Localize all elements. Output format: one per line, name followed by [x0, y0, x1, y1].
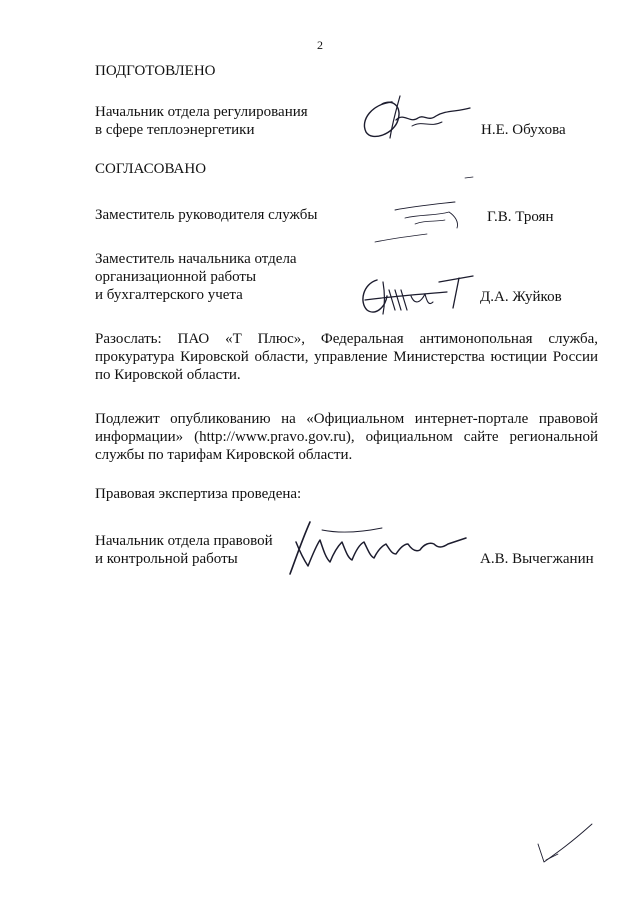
- corner-check-mark: [528, 818, 598, 870]
- prepared-role-line: Начальник отдела регулирования: [95, 104, 308, 120]
- prepared-heading: ПОДГОТОВЛЕНО: [95, 63, 216, 79]
- publication-note: Подлежит опубликованию на «Официальном интернет-портале правовой информации» (http://www.pravo.gov.ru), официальном сайте региональной службы по тарифам Кировской области.: [95, 411, 598, 463]
- expertise-role-line: и контрольной работы: [95, 551, 238, 567]
- prepared-name: Н.Е. Обухова: [481, 122, 566, 138]
- agreed-role-line: организационной работы: [95, 269, 257, 285]
- expertise-heading: Правовая экспертиза проведена:: [95, 486, 302, 502]
- signature-zhuykov: [355, 272, 480, 320]
- signature-obukhova: [352, 90, 477, 145]
- distribution-list: Разослать: ПАО «Т Плюс», Федеральная антимонопольная служба, прокуратура Кировской области, управление Министерства юстиции России по Кировской области.: [95, 331, 598, 383]
- agreed-name-1: Г.В. Троян: [487, 209, 554, 225]
- expertise-role-line: Начальник отдела правовой: [95, 533, 273, 549]
- prepared-role: [95, 103, 335, 139]
- agreed-heading: СОГЛАСОВАНО: [95, 161, 207, 177]
- agreed-name-2: Д.А. Жуйков: [480, 289, 562, 305]
- signature-troyan: [365, 172, 475, 252]
- expertise-name: А.В. Вычегжанин: [480, 551, 594, 567]
- signature-vychegzhanin: [282, 516, 472, 578]
- agreed-role-line: и бухгалтерского учета: [95, 287, 243, 303]
- agreed-role-1: [95, 206, 335, 224]
- agreed-role-2: [95, 250, 335, 304]
- page-number: 2: [317, 38, 323, 52]
- agreed-role-line: Заместитель руководителя службы: [95, 207, 318, 223]
- agreed-role-line: Заместитель начальника отдела: [95, 251, 297, 267]
- prepared-role-line: в сфере теплоэнергетики: [95, 122, 255, 138]
